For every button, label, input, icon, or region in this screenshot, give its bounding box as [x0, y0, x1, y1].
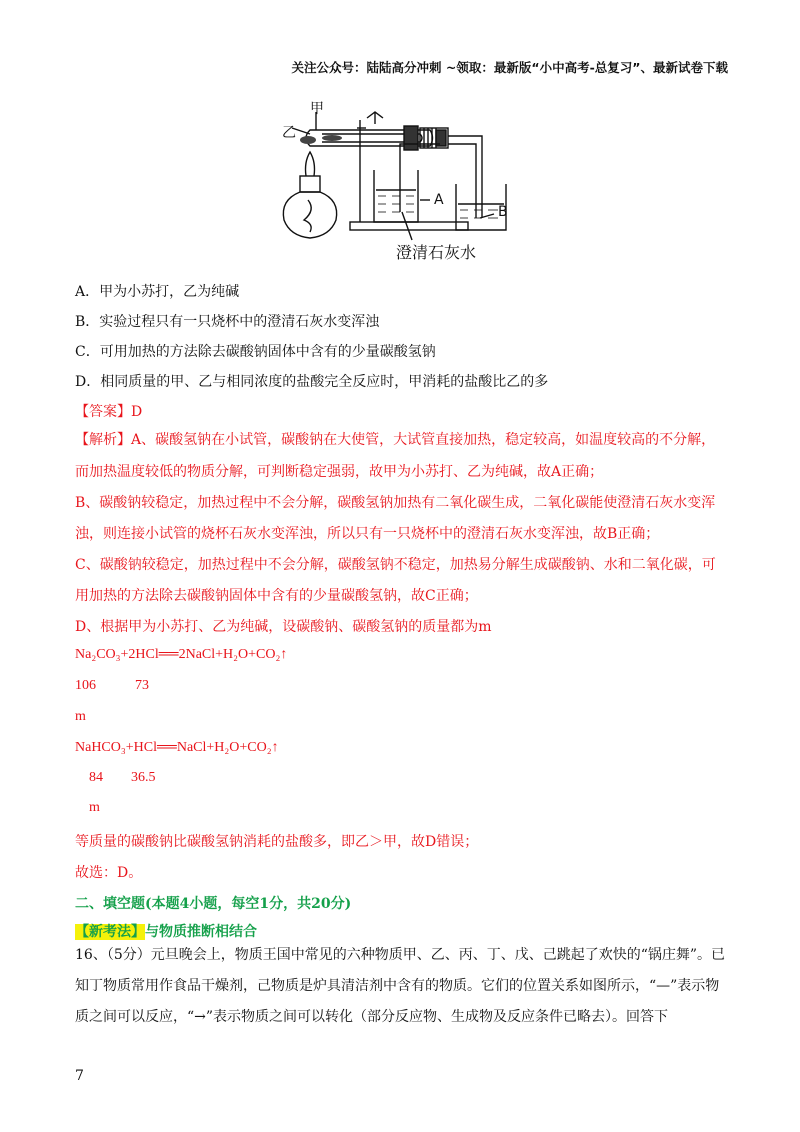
- equation2-mass: m: [89, 800, 100, 815]
- tag-text: 与物质推断相结合: [145, 924, 257, 940]
- option-b: B．实验过程只有一只烧杯中的澄清石灰水变浑浊: [75, 314, 380, 330]
- tag-highlight: 【新考法】: [75, 924, 145, 940]
- option-a: A．甲为小苏打，乙为纯碱: [75, 284, 240, 300]
- analysis-b-line2: 浊，则连接小试管的烧杯石灰水变浑浊，所以只有一只烧杯中的澄清石灰水变浑浊，故B正确；: [75, 526, 660, 542]
- equation1-mass: m: [75, 709, 86, 724]
- answer: 【答案】D: [75, 404, 143, 420]
- apparatus-figure: [270, 100, 530, 264]
- label-limewater: 澄清石灰水: [396, 243, 477, 262]
- option-c: C．可用加热的方法除去碳酸钠固体中含有的少量碳酸氢钠: [75, 344, 436, 360]
- equation-nahco3: NaHCO₃+HCl══NaCl+H₂O+CO₂↑: [75, 740, 279, 755]
- analysis-c-line2: 用加热的方法除去碳酸钠固体中含有的少量碳酸氢钠，故C正确；: [75, 588, 478, 604]
- analysis-a-line1: 【解析】A、碳酸氢钠在小试管，碳酸钠在大使管，大试管直接加热，稳定较高，如温度较高的不分解，: [75, 432, 716, 448]
- analysis-a-line2: 而加热温度较低的物质分解，可判断稳定强弱，故甲为小苏打、乙为纯碱，故A正确；: [75, 464, 604, 480]
- equation1-coefficient-a: 106: [75, 678, 96, 693]
- page-header: 关注公众号：陆陆高分冲刺 ~领取：最新版“小中高考-总复习”、最新试卷下载: [291, 60, 728, 75]
- label-a: A: [434, 192, 444, 208]
- option-d: D．相同质量的甲、乙与相同浓度的盐酸完全反应时，甲消耗的盐酸比乙的多: [75, 374, 549, 390]
- analysis-conclusion: 等质量的碳酸钠比碳酸氢钠消耗的盐酸多，即乙＞甲，故D错误；: [75, 834, 479, 850]
- page-number: 7: [75, 1068, 84, 1084]
- label-jia: 甲: [310, 101, 324, 117]
- analysis-b-line1: B、碳酸钠较稳定，加热过程中不会分解，碳酸氢钠加热有二氧化碳生成，二氧化碳能使澄清石灰水变浑: [75, 495, 716, 511]
- analysis-d-line1: D、根据甲为小苏打、乙为纯碱，设碳酸钠、碳酸氢钠的质量都为m: [75, 619, 492, 635]
- analysis-choice: 故选：D。: [75, 865, 143, 881]
- label-yi: 乙: [282, 125, 296, 141]
- equation-na2co3: Na₂CO₃+2HCl══2NaCl+H₂O+CO₂↑: [75, 647, 288, 662]
- analysis-c-line1: C、碳酸钠较稳定，加热过程中不会分解，碳酸氢钠不稳定，加热易分解生成碳酸钠、水和二氧化碳，可: [75, 557, 716, 573]
- equation2-coefficient-a: 84: [89, 770, 103, 785]
- section-title: 二、填空题(本题4小题，每空1分，共20分): [75, 896, 352, 912]
- equation2-coefficient-b: 36.5: [131, 770, 156, 785]
- label-b: B: [498, 204, 508, 220]
- question-16: 16、（5分）元旦晚会上，物质王国中常见的六种物质甲、乙、丙、丁、戊、己跳起了欢快的“锅庄舞”。已知丁物质常用作食品干燥剂，己物质是炉具清洁剂中含有的物质。它们的位置关系如图所示，“—”表示物质之间可以反应，“→”表示物质之间可以转化（部分反应物、生成物及反应条件已略去）。回答下: [75, 947, 726, 1025]
- exam-tag: [75, 921, 257, 941]
- equation1-coefficient-b: 73: [135, 678, 149, 693]
